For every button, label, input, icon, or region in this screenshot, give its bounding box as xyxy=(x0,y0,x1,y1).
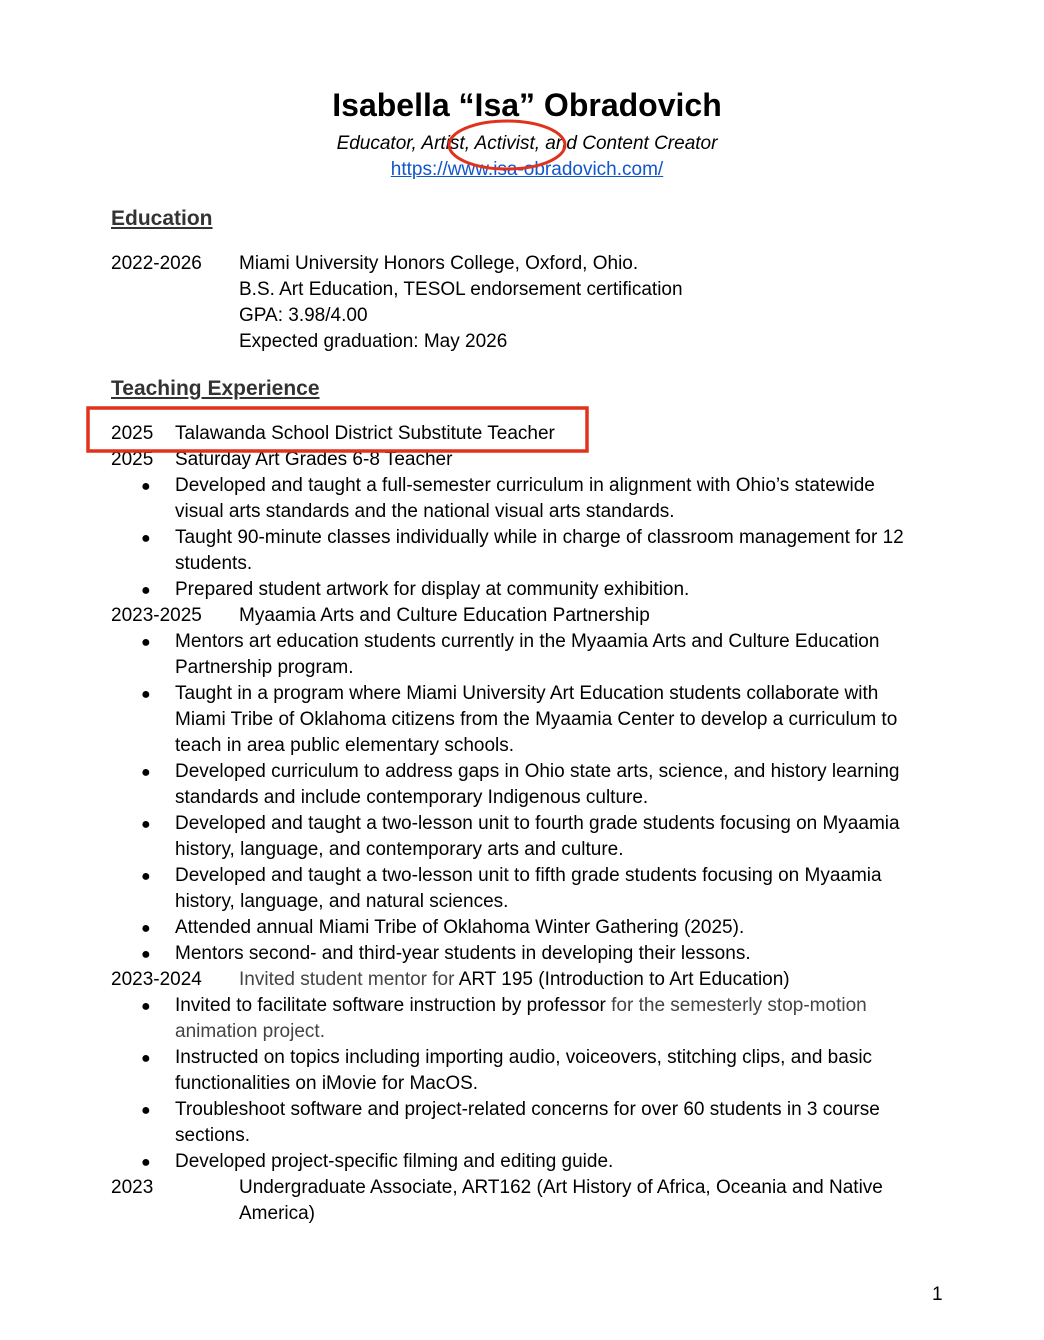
bullet-text: Prepared student artwork for display at community exhibition. xyxy=(175,579,690,600)
page-number: 1 xyxy=(932,1284,943,1305)
bullet-text: visual arts standards and the national visual arts standards. xyxy=(175,501,675,522)
bullet-text-part: Invited to facilitate software instruction by professor xyxy=(175,995,612,1016)
bullet-text: sections. xyxy=(175,1125,250,1146)
entry-title: Myaamia Arts and Culture Education Partnership xyxy=(239,605,650,626)
entry-year: 2025 xyxy=(111,449,154,470)
bullet-icon: ● xyxy=(141,764,151,781)
bullet-text: Partnership program. xyxy=(175,657,354,678)
bullet-text: Developed and taught a two-lesson unit to fourth grade students focusing on Myaamia xyxy=(175,813,900,834)
bullet-text: Instructed on topics including importing audio, voiceovers, stitching clips, and basic xyxy=(175,1047,873,1068)
bullet-icon: ● xyxy=(141,1102,151,1119)
bullet-icon: ● xyxy=(141,686,151,703)
entry-title: Saturday Art Grades 6-8 Teacher xyxy=(175,449,453,470)
bullet-text: standards and include contemporary Indigenous culture. xyxy=(175,787,649,808)
education-line: GPA: 3.98/4.00 xyxy=(239,305,368,326)
education-line: Miami University Honors College, Oxford, Ohio. xyxy=(239,253,639,274)
education-heading: Education xyxy=(111,207,213,230)
bullet-text: Developed curriculum to address gaps in Ohio state arts, science, and history learning xyxy=(175,761,900,782)
teaching-heading: Teaching Experience xyxy=(111,377,320,400)
bullet-icon: ● xyxy=(141,634,151,651)
education-year: 2022-2026 xyxy=(111,253,202,274)
entry-title-prefix: Invited student mentor for xyxy=(239,969,459,990)
education-line: Expected graduation: May 2026 xyxy=(239,331,508,352)
bullet-icon: ● xyxy=(141,530,151,547)
bullet-icon: ● xyxy=(141,1050,151,1067)
bullet-text: history, language, and contemporary arts and culture. xyxy=(175,839,624,860)
resume-name: Isabella “Isa” Obradovich xyxy=(332,87,722,123)
entry-title-course: ART 195 (Introduction to Art Education) xyxy=(458,969,790,990)
bullet-text: Developed and taught a full-semester curriculum in alignment with Ohio’s statewide xyxy=(175,475,875,496)
bullet-icon: ● xyxy=(141,582,151,599)
entry-year: 2025 xyxy=(111,423,154,444)
bullet-text xyxy=(175,995,867,1017)
bullet-text: students. xyxy=(175,553,253,574)
bullet-icon: ● xyxy=(141,478,151,495)
entry-title: Talawanda School District Substitute Teacher xyxy=(175,423,555,444)
bullet-icon: ● xyxy=(141,816,151,833)
bullet-text: Miami Tribe of Oklahoma citizens from the Myaamia Center to develop a curriculum to xyxy=(175,709,898,730)
bullet-text: Attended annual Miami Tribe of Oklahoma Winter Gathering (2025). xyxy=(175,917,745,938)
resume-subtitle: Educator, Artist, Activist, and Content Creator xyxy=(336,133,718,154)
entry-title: America) xyxy=(239,1203,316,1224)
education-line: B.S. Art Education, TESOL endorsement certification xyxy=(239,279,683,300)
bullet-icon: ● xyxy=(141,868,151,885)
bullet-text: teach in area public elementary schools. xyxy=(175,735,515,756)
bullet-text: Taught 90-minute classes individually while in charge of classroom management for 12 xyxy=(175,527,904,548)
entry-year: 2023 xyxy=(111,1177,154,1198)
bullet-icon: ● xyxy=(141,998,151,1015)
bullet-text: Developed and taught a two-lesson unit to fifth grade students focusing on Myaamia xyxy=(175,865,882,886)
bullet-icon: ● xyxy=(141,920,151,937)
bullet-text: history, language, and natural sciences. xyxy=(175,891,509,912)
bullet-text: Mentors art education students currently in the Myaamia Arts and Culture Education xyxy=(175,631,880,652)
website-link[interactable]: https://www.isa-obradovich.com/ xyxy=(390,159,664,180)
bullet-icon: ● xyxy=(141,1154,151,1171)
bullet-text: animation project. xyxy=(175,1021,325,1042)
entry-title: Undergraduate Associate, ART162 (Art History of Africa, Oceania and Native xyxy=(239,1177,883,1198)
entry-title xyxy=(239,969,790,991)
bullet-icon: ● xyxy=(141,946,151,963)
bullet-text: Mentors second- and third-year students in developing their lessons. xyxy=(175,943,751,964)
entry-year: 2023-2025 xyxy=(111,605,202,626)
entry-year: 2023-2024 xyxy=(111,969,202,990)
bullet-text: Developed project-specific filming and editing guide. xyxy=(175,1151,614,1172)
bullet-text: functionalities on iMovie for MacOS. xyxy=(175,1073,479,1094)
bullet-text: Troubleshoot software and project-related concerns for over 60 students in 3 course xyxy=(175,1099,880,1120)
bullet-text-part: for the semesterly stop-motion xyxy=(611,995,867,1016)
bullet-text: Taught in a program where Miami University Art Education students collaborate with xyxy=(175,683,879,704)
